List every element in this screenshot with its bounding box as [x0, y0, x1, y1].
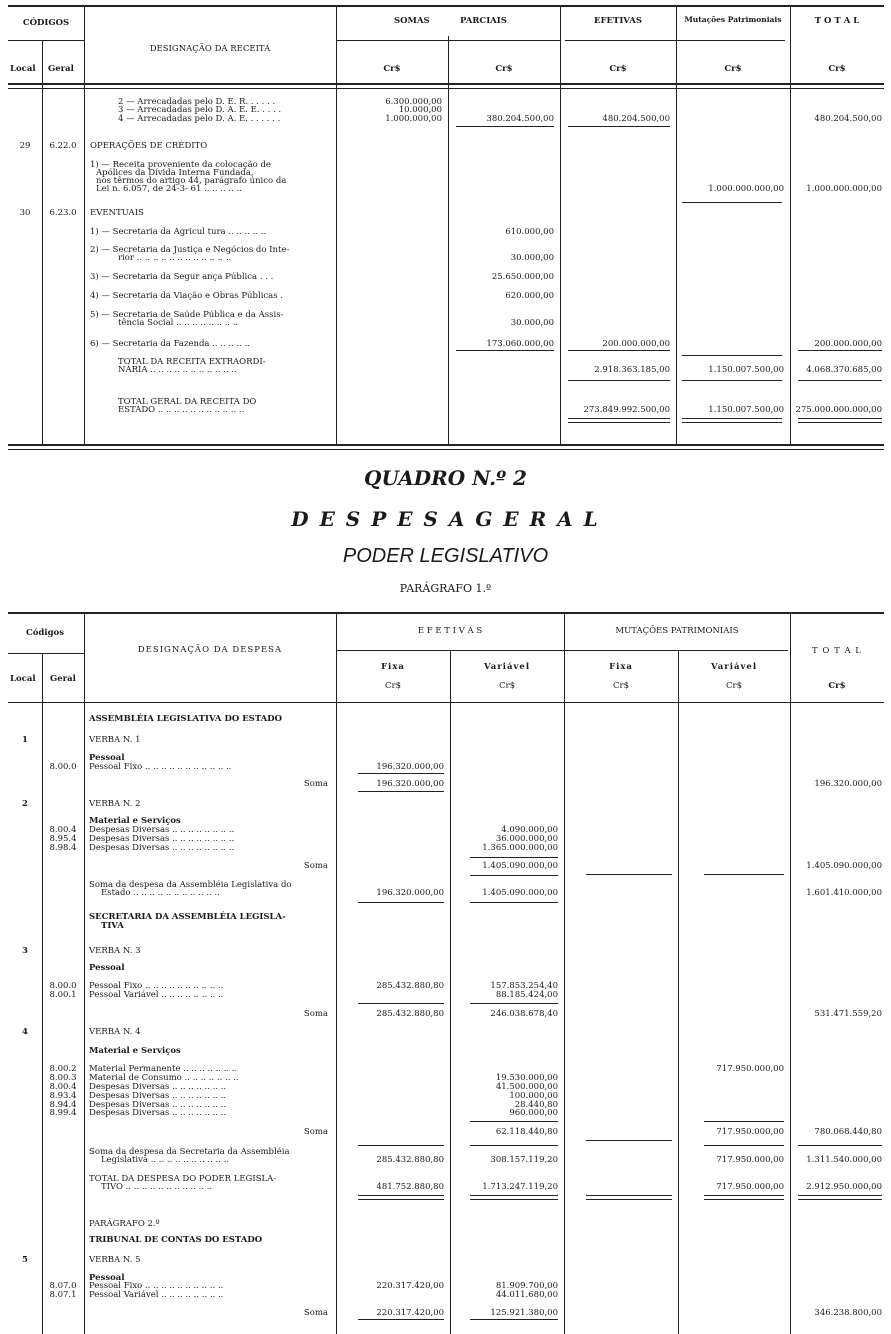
- table2-header-border: [8, 702, 884, 703]
- cell-total: 346.238.800,00: [814, 1308, 882, 1318]
- cell-parciais: 25.650.000,00: [491, 272, 554, 282]
- table1-header-cr-parciais: Cr$: [495, 64, 513, 74]
- t2-rule: [358, 1319, 444, 1320]
- table2-header-mutacoes: MUTAÇÕES PATRIMONIAIS: [615, 626, 739, 636]
- table2-vline-ev: [564, 612, 565, 1334]
- cell-designacao: Pessoal Fixo .. .. .. .. .. .. .. .. .. ..: [89, 1281, 224, 1291]
- table2-header-cr-2: Cr$: [499, 681, 515, 691]
- cell-designacao: rior .. .. .. .. .. .. .. .. .. .. .. ..: [118, 253, 232, 263]
- cell-geral: 8.93.4: [49, 1091, 77, 1101]
- table1-header-cr-somas: Cr$: [383, 64, 401, 74]
- cell-mutacoes: 1.150.007.500,00: [708, 405, 784, 415]
- t1-rule: [568, 418, 670, 419]
- cell-designacao: 2) — Secretaria da Justiça e Negócios do Inte-: [90, 245, 290, 255]
- cell-geral: 8.98.4: [49, 843, 77, 853]
- paragrafo-1-title: PARÁGRAFO 1.º: [399, 582, 492, 595]
- table2-header-fixa-mp: Fixa: [609, 662, 633, 672]
- cell-designacao: VERBA N. 1: [89, 735, 141, 745]
- cell-efetivas-variavel: 308.157.119,20: [490, 1155, 558, 1165]
- table1-header-efetivas: EFETIVAS: [594, 16, 642, 26]
- table2-top-border: [8, 612, 884, 614]
- cell-designacao: Estado .. .. .. .. .. .. .. .. .. .. ..: [101, 888, 220, 898]
- cell-designacao: TOTAL GERAL DA RECEITA DO: [118, 397, 257, 407]
- t2-rule: [798, 1195, 882, 1196]
- cell-designacao: Legislativa .. .. .. .. .. .. .. .. .. ..: [101, 1155, 230, 1165]
- cell-designacao: Material e Serviços: [89, 816, 181, 826]
- cell-designacao: ASSEMBLÉIA LEGISLATIVA DO ESTADO: [89, 714, 283, 724]
- t2-rule: [586, 1140, 672, 1141]
- cell-geral: 8.99.4: [49, 1108, 77, 1118]
- table1-header-total: T O T A L: [814, 16, 860, 26]
- cell-efetivas-variavel: 1.405.090.000,00: [482, 861, 558, 871]
- cell-efetivas-fixa: 220.317.420,00: [376, 1308, 444, 1318]
- table1-header-codigos: CÓDIGOS: [22, 18, 70, 28]
- cell-efetivas-variavel: 81.909.700,00: [495, 1281, 558, 1291]
- cell-designacao: Despesas Diversas .. .. .. .. .. .. ..: [89, 1108, 227, 1118]
- cell-geral: 6.22.0: [49, 141, 77, 151]
- table1-header-border2: [8, 88, 884, 89]
- cell-designacao: Pessoal Variável .. .. .. .. .. .. .. ..: [89, 990, 224, 1000]
- table2-vline-desc: [336, 612, 337, 1334]
- cell-efetivas-fixa: 196.320.000,00: [376, 762, 444, 772]
- cell-local: 2: [22, 799, 28, 809]
- cell-designacao: Pessoal Variável .. .. .. .. .. .. .. ..: [89, 1290, 224, 1300]
- t1-rule: [568, 350, 670, 351]
- t2-rule: [704, 874, 784, 875]
- cell-efetivas: 273.849.992.500,00: [583, 405, 670, 415]
- t2-rule: [704, 1195, 784, 1196]
- t2-rule: [470, 1195, 558, 1196]
- cell-designacao: TOTAL DA RECEITA EXTRAORDI-: [118, 357, 266, 367]
- cell-total: 780.068.440,80: [814, 1127, 882, 1137]
- table1-header-designacao: DESIGNAÇÃO DA RECEITA: [149, 44, 271, 54]
- cell-designacao: Despesas Diversas .. .. .. .. .. .. ..: [89, 1100, 227, 1110]
- cell-parciais: 173.060.000,00: [486, 339, 554, 349]
- t1-rule: [682, 422, 782, 423]
- table2-header-geral: Geral: [50, 674, 76, 684]
- cell-designacao: 5) — Secretaria de Saúde Pública e da Assis-: [90, 310, 284, 320]
- table2-vline-geral: [84, 612, 85, 1334]
- cell-designacao: Soma: [303, 861, 328, 871]
- t2-rule: [358, 1003, 444, 1004]
- table2-header-codigos: Códigos: [26, 628, 65, 638]
- table2-vline-ef: [450, 650, 451, 1334]
- cell-designacao: Despesas Diversas .. .. .. .. .. .. ..: [89, 1082, 227, 1092]
- cell-designacao: Pessoal: [89, 1273, 125, 1283]
- cell-total: 4.068.370.685,00: [806, 365, 882, 375]
- cell-efetivas-variavel: 62.118.440,80: [495, 1127, 558, 1137]
- t2-rule: [586, 1195, 672, 1196]
- cell-designacao: EVENTUAIS: [90, 208, 144, 218]
- cell-total: 196.320.000,00: [814, 779, 882, 789]
- t2-rule: [470, 1319, 558, 1320]
- cell-designacao: VERBA N. 3: [89, 946, 141, 956]
- cell-mutacoes-variavel: 717.950.000,00: [716, 1155, 784, 1165]
- table1-header-border: [8, 83, 884, 85]
- table1-header-cr-total: Cr$: [828, 64, 846, 74]
- t1-rule: [682, 355, 782, 356]
- table1-header-cr-efetivas: Cr$: [609, 64, 627, 74]
- cell-efetivas-variavel: 100.000,00: [509, 1091, 558, 1101]
- table1-bottom-border2: [8, 449, 884, 450]
- cell-parciais: 380.204.500,00: [486, 114, 554, 124]
- t2-rule: [470, 875, 558, 876]
- table2-header-total: T O T A L: [812, 646, 862, 656]
- cell-efetivas-fixa: 196.320.000,00: [376, 888, 444, 898]
- cell-total: 200.000.000,00: [814, 339, 882, 349]
- t2-rule: [358, 1145, 444, 1146]
- t2-rule: [704, 1199, 784, 1200]
- t2-rule: [704, 1145, 784, 1146]
- table1-header-geral: Geral: [48, 64, 74, 74]
- cell-local: 29: [19, 141, 31, 151]
- table2-group-split: [336, 650, 788, 651]
- cell-parciais: 30.000,00: [510, 318, 554, 328]
- t2-rule: [358, 791, 444, 792]
- t2-rule: [470, 1003, 558, 1004]
- cell-efetivas-fixa: 481.752.880,80: [376, 1182, 444, 1192]
- t2-rule: [470, 1121, 558, 1122]
- table1-header-mutacoes: Mutações Patrimoniais: [684, 15, 782, 24]
- cell-designacao: Material Permanente .. .. .. .. .. .. ..: [89, 1064, 238, 1074]
- t2-rule: [470, 1145, 558, 1146]
- cell-designacao: Material de Consumo .. .. .. .. .. .. ..: [89, 1073, 239, 1083]
- table2-vline-mf: [678, 650, 679, 1334]
- table2-header-cr-1: Cr$: [385, 681, 401, 691]
- t1-rule: [682, 202, 782, 203]
- t2-rule: [358, 773, 444, 774]
- cell-designacao: Despesas Diversas .. .. .. .. .. .. .. ..: [89, 834, 235, 844]
- table1-top-border: [8, 5, 884, 7]
- t2-rule: [798, 1199, 882, 1200]
- cell-designacao: 3) — Secretaria da Segur ança Pública . . .: [90, 272, 274, 282]
- quadro-title: QUADRO N.º 2: [364, 466, 527, 490]
- cell-local: 5: [22, 1255, 28, 1265]
- t2-rule: [470, 902, 558, 903]
- cell-efetivas-fixa: 285.432.880,80: [376, 981, 444, 991]
- cell-designacao: 4 — Arrecadadas pelo D. A. E. . . . . . .: [118, 114, 281, 124]
- t1-rule: [798, 350, 882, 351]
- despesa-geral-title: D E S P E S A G E R A L: [291, 507, 600, 531]
- table1-header-cr-mutacoes: Cr$: [724, 64, 742, 74]
- cell-mutacoes: 1.000.000.000,00: [708, 184, 784, 194]
- cell-designacao: VERBA N. 5: [89, 1255, 141, 1265]
- cell-mutacoes: 1.150.007.500,00: [708, 365, 784, 375]
- cell-designacao: NÁRIA .. .. .. .. .. .. .. .. .. .. ..: [118, 365, 237, 375]
- cell-designacao: 4) — Secretaria da Viação e Obras Públicas .: [90, 291, 284, 301]
- cell-designacao: SECRETARIA DA ASSEMBLÉIA LEGISLA-: [89, 912, 286, 922]
- cell-geral: 8.95.4: [49, 834, 77, 844]
- cell-designacao: Despesas Diversas .. .. .. .. .. .. .. ..: [89, 825, 235, 835]
- cell-local: 3: [22, 946, 28, 956]
- cell-designacao: Pessoal Fixo .. .. .. .. .. .. .. .. .. .. ..: [89, 762, 232, 772]
- table2-header-cr-4: Cr$: [726, 681, 742, 691]
- cell-designacao: Soma: [303, 1308, 328, 1318]
- cell-designacao: Material e Serviços: [89, 1046, 181, 1056]
- t1-rule: [568, 380, 670, 381]
- cell-geral: 8.07.1: [49, 1290, 77, 1300]
- t1-rule: [568, 422, 670, 423]
- t2-rule: [470, 857, 558, 858]
- cell-designacao: PARÁGRAFO 2.º: [89, 1219, 160, 1229]
- t1-rule: [568, 126, 670, 127]
- cell-efetivas-variavel: 246.038.678,40: [490, 1009, 558, 1019]
- table1-vline-somas: [448, 36, 449, 444]
- cell-total: 1.000.000.000,00: [806, 184, 882, 194]
- cell-efetivas-variavel: 36.000.000,00: [495, 834, 558, 844]
- cell-total: 531.471.559,20: [814, 1009, 882, 1019]
- cell-efetivas: 200.000.000,00: [602, 339, 670, 349]
- t1-rule: [798, 418, 882, 419]
- cell-somas: 1.000.000,00: [385, 114, 442, 124]
- t1-rule: [798, 422, 882, 423]
- cell-geral: 8.00.0: [49, 981, 77, 991]
- table2-code-split: [8, 653, 84, 654]
- cell-designacao: 1) — Receita proveniente da colocação de: [90, 160, 271, 170]
- cell-designacao: TIVO .. .. .. .. .. .. .. .. .. .. ..: [101, 1182, 213, 1192]
- t2-rule: [358, 1199, 444, 1200]
- cell-total: 1.405.090.000,00: [806, 861, 882, 871]
- cell-total: 1.311.540.000,00: [806, 1155, 882, 1165]
- table1-header-somas: SOMAS: [394, 16, 430, 26]
- cell-designacao: Soma: [303, 1127, 328, 1137]
- cell-designacao: Lei n. 6.057, de 24-3- 61 .. .. .. .. ..: [96, 184, 242, 194]
- t2-rule: [798, 1145, 882, 1146]
- table1-mid-split: [565, 40, 785, 41]
- cell-efetivas-fixa: 196.320.000,00: [376, 779, 444, 789]
- cell-designacao: TIVA: [101, 921, 124, 931]
- cell-mutacoes-variavel: 717.950.000,00: [716, 1182, 784, 1192]
- table1-vline-local: [42, 40, 43, 444]
- table2-header-variavel-mp: Variável: [710, 662, 758, 672]
- table2-vline-mv: [790, 612, 791, 1334]
- poder-legislativo-title: PODER LEGISLATIVO: [342, 545, 549, 567]
- cell-geral: 8.00.4: [49, 1082, 77, 1092]
- table2-header-variavel-ef: Variável: [483, 662, 531, 672]
- cell-geral: 8.00.1: [49, 990, 77, 1000]
- cell-local: 4: [22, 1027, 28, 1037]
- cell-efetivas-variavel: 157.853.254,40: [490, 981, 558, 991]
- t1-rule: [682, 418, 782, 419]
- t1-rule: [682, 380, 782, 381]
- cell-designacao: Pessoal: [89, 963, 125, 973]
- cell-local: 30: [19, 208, 31, 218]
- cell-designacao: tência Social .. .. .. .. .. .. .. ..: [118, 318, 239, 328]
- cell-total: 480.204.500,00: [814, 114, 882, 124]
- t2-rule: [704, 1121, 784, 1122]
- t2-rule: [586, 1199, 672, 1200]
- table2-header-cr-3: Cr$: [613, 681, 629, 691]
- cell-geral: 8.94.4: [49, 1100, 77, 1110]
- cell-mutacoes-variavel: 717.950.000,00: [716, 1064, 784, 1074]
- table1-header-parciais: PARCIAIS: [460, 16, 507, 26]
- cell-efetivas-variavel: 44.011.680,00: [495, 1290, 558, 1300]
- cell-designacao: OPERAÇÕES DE CRÉDITO: [90, 141, 208, 151]
- cell-total: 1.601.410.000,00: [806, 888, 882, 898]
- cell-geral: 8.07.0: [49, 1281, 77, 1291]
- t2-rule: [358, 1195, 444, 1196]
- t1-rule: [456, 350, 554, 351]
- t2-rule: [470, 1199, 558, 1200]
- table2-header-local: Local: [10, 674, 36, 684]
- cell-designacao: Soma da despesa da Assembléia Legislativa do: [89, 880, 292, 890]
- cell-parciais: 30.000,00: [510, 253, 554, 263]
- cell-efetivas-variavel: 88.185.424,00: [495, 990, 558, 1000]
- cell-local: 1: [22, 735, 28, 745]
- table1-vline-geral: [84, 5, 85, 444]
- cell-somas: 10.000,00: [398, 105, 442, 115]
- cell-mutacoes-variavel: 717.950.000,00: [716, 1127, 784, 1137]
- t2-rule: [358, 902, 444, 903]
- table2-header-designacao: DESIGNAÇÃO DA DESPESA: [137, 645, 283, 655]
- table1-code-split: [8, 40, 84, 41]
- cell-efetivas-variavel: 41.500.000,00: [495, 1082, 558, 1092]
- cell-designacao: VERBA N. 2: [89, 799, 141, 809]
- cell-efetivas-variavel: 19.530.000,00: [495, 1073, 558, 1083]
- t1-rule: [798, 380, 882, 381]
- cell-efetivas-variavel: 4.090.000,00: [501, 825, 558, 835]
- cell-geral: 8.00.4: [49, 825, 77, 835]
- cell-designacao: 3 — Arrecadadas pelo D. A. E. E. . . . .: [118, 105, 282, 115]
- cell-total: 2.912.950.000,00: [806, 1182, 882, 1192]
- cell-total: 275.000.000.000,00: [795, 405, 882, 415]
- cell-efetivas-variavel: 1.365.000.000,00: [482, 843, 558, 853]
- t1-rule: [456, 126, 554, 127]
- cell-designacao: 6) — Secretaria da Fazenda .. .. .. .. ..: [90, 339, 250, 349]
- cell-efetivas-variavel: 1.405.090.000,00: [482, 888, 558, 898]
- cell-geral: 6.23.0: [49, 208, 77, 218]
- t2-rule: [586, 874, 672, 875]
- cell-efetivas-fixa: 220.317.420,00: [376, 1281, 444, 1291]
- table1-bottom-border: [8, 444, 884, 446]
- cell-efetivas-fixa: 285.432.880,80: [376, 1009, 444, 1019]
- cell-designacao: Pessoal: [89, 753, 125, 763]
- cell-designacao: Soma da despesa da Secretaria da Assembléia: [89, 1147, 290, 1157]
- cell-designacao: VERBA N. 4: [89, 1027, 141, 1037]
- table2-header-efetivas: E F E T I V A S: [417, 626, 483, 636]
- cell-efetivas-variavel: 28.440,80: [514, 1100, 558, 1110]
- cell-designacao: Soma: [303, 1009, 328, 1019]
- cell-geral: 8.00.0: [49, 762, 77, 772]
- table1-header-local: Local: [10, 64, 36, 74]
- cell-designacao: Despesas Diversas .. .. .. .. .. .. .. ..: [89, 843, 235, 853]
- cell-geral: 8.00.3: [49, 1073, 77, 1083]
- cell-somas: 6.300.000,00: [385, 97, 442, 107]
- cell-designacao: Despesas Diversas .. .. .. .. .. .. ..: [89, 1091, 227, 1101]
- table2-header-fixa-ef: Fixa: [381, 662, 405, 672]
- cell-designacao: 2 — Arrecadadas pelo D. E. R. . . . . .: [118, 97, 276, 107]
- cell-designacao: 1) — Secretaria da Agricul tura .. .. .. .. ..: [90, 227, 267, 237]
- cell-designacao: nos têrmos do artigo 44, parágrafo único da: [96, 176, 287, 186]
- cell-efetivas: 480.204.500,00: [602, 114, 670, 124]
- cell-designacao: ESTADO .. .. .. .. .. .. .. .. .. .. ..: [118, 405, 245, 415]
- cell-efetivas-variavel: 960.000,00: [509, 1108, 558, 1118]
- cell-geral: 8.00.2: [49, 1064, 77, 1074]
- cell-parciais: 610.000,00: [505, 227, 554, 237]
- table2-header-cr-5: Cr$: [828, 681, 846, 691]
- cell-efetivas-fixa: 285.432.880,80: [376, 1155, 444, 1165]
- cell-designacao: Apólices da Dívida Interna Fundada,: [96, 168, 254, 178]
- cell-efetivas-variavel: 1.713.247.119,20: [482, 1182, 558, 1192]
- cell-parciais: 620.000,00: [505, 291, 554, 301]
- cell-efetivas-variavel: 125.921.380,00: [490, 1308, 558, 1318]
- cell-designacao: TRIBUNAL DE CONTAS DO ESTADO: [89, 1235, 263, 1245]
- cell-designacao: Pessoal Fixo .. .. .. .. .. .. .. .. .. ..: [89, 981, 224, 991]
- cell-efetivas: 2.918.363.185,00: [594, 365, 670, 375]
- cell-designacao: TOTAL DA DESPESA DO PODER LEGISLA-: [89, 1174, 277, 1184]
- cell-designacao: Soma: [303, 779, 328, 789]
